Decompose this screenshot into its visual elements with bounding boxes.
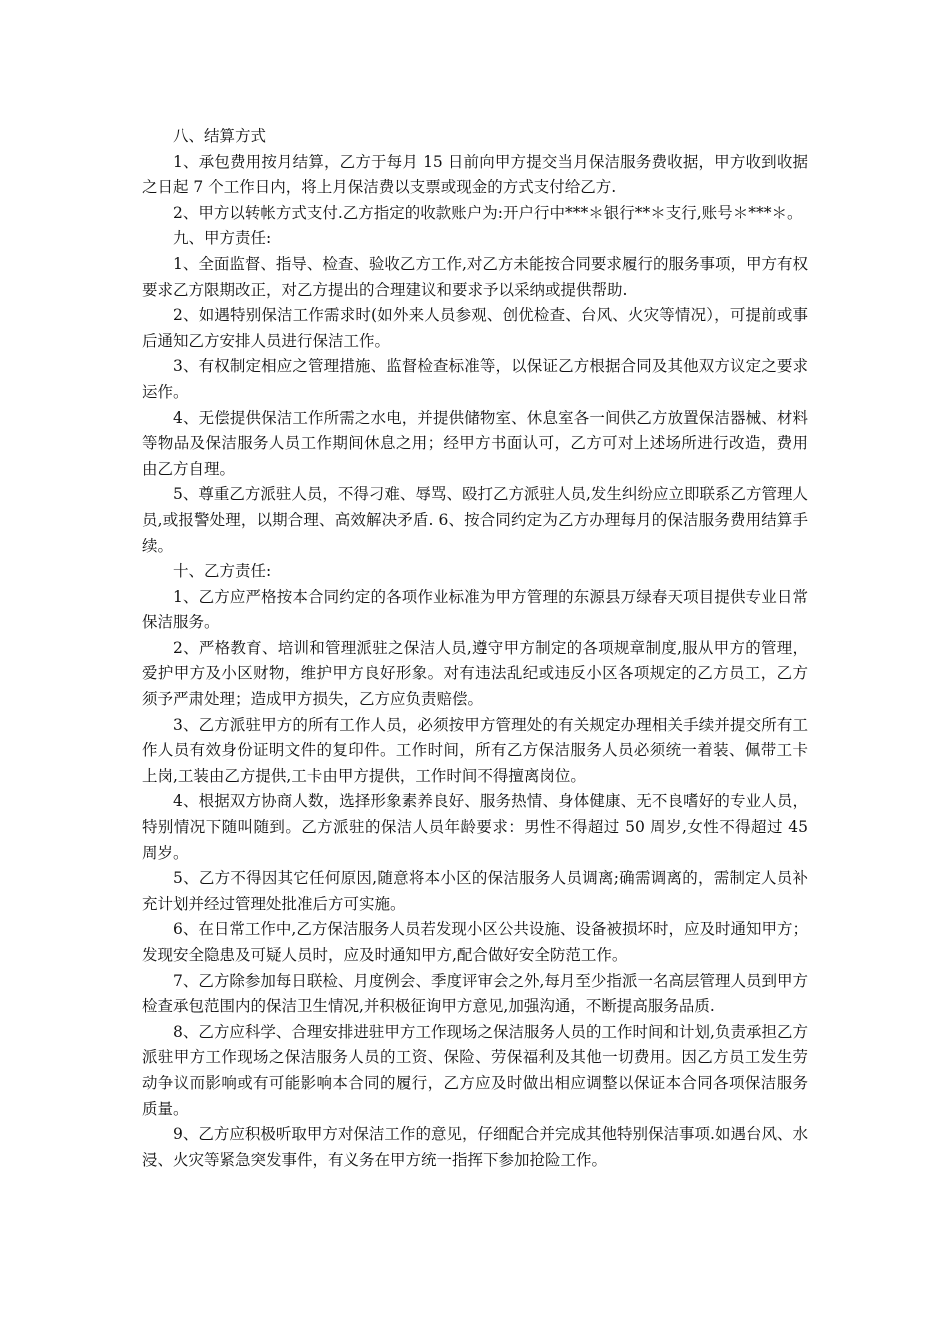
paragraph: 2、严格教育、培训和管理派驻之保洁人员,遵守甲方制定的各项规章制度,服从甲方的管理，爱护甲方及小区财物，维护甲方良好形象。对有违法乱纪或违反小区各项规定的乙方员工，乙方须予严肃处理；造成甲方损失，乙方应负责赔偿。	[142, 638, 808, 709]
paragraph: 6、在日常工作中,乙方保洁服务人员若发现小区公共设施、设备被损坏时，应及时通知甲方；发现安全隐患及可疑人员时，应及时通知甲方,配合做好安全防范工作。	[142, 920, 808, 964]
paragraph: 3、乙方派驻甲方的所有工作人员，必须按甲方管理处的有关规定办理相关手续并提交所有工作人员有效身份证明文件的复印件。工作时间，所有乙方保洁服务人员必须统一着装、佩带工卡上岗,工装由乙方提供,工卡由甲方提供，工作时间不得擅离岗位。	[142, 715, 808, 785]
paragraph: 4、无偿提供保洁工作所需之水电，并提供储物室、休息室各一间供乙方放置保洁器械、材料等物品及保洁服务人员工作期间休息之用；经甲方书面认可，乙方可对上述场所进行改造，费用由乙方自理。	[142, 408, 808, 478]
document-page	[142, 124, 808, 1173]
section-heading-party-a: 九、甲方责任:	[173, 229, 272, 248]
paragraph: 1、乙方应严格按本合同约定的各项作业标准为甲方管理的东源县万绿春天项目提供专业日常保洁服务。	[142, 587, 808, 632]
section-heading-party-b: 十、乙方责任:	[173, 562, 272, 581]
paragraph: 1、全面监督、指导、检查、验收乙方工作,对乙方未能按合同要求履行的服务事项，甲方有权要求乙方限期改正，对乙方提出的合理建议和要求予以采纳或提供帮助.	[142, 254, 808, 299]
paragraph: 2、甲方以转帐方式支付.乙方指定的收款账户为:开户行中***＊银行**＊支行,账号＊***＊。	[173, 203, 803, 222]
section-heading-settlement: 八、结算方式	[173, 127, 267, 145]
paragraph: 2、如遇特别保洁工作需求时(如外来人员参观、创优检查、台风、火灾等情况），可提前或事后通知乙方安排人员进行保洁工作。	[142, 306, 808, 350]
paragraph: 1、承包费用按月结算，乙方于每月 15 日前向甲方提交当月保洁服务费收据，甲方收到收据之日起 7 个工作日内，将上月保洁费以支票或现金的方式支付给乙方.	[142, 152, 808, 197]
paragraph: 9、乙方应积极听取甲方对保洁工作的意见，仔细配合并完成其他特别保洁事项.如遇台风、水浸、火灾等紧急突发事件，有义务在甲方统一指挥下参加抢险工作。	[142, 1125, 808, 1169]
paragraph: 4、根据双方协商人数，选择形象素养良好、服务热情、身体健康、无不良嗜好的专业人员，特别情况下随叫随到。乙方派驻的保洁人员年龄要求：男性不得超过 50 周岁,女性不得超过 45 周岁。	[142, 792, 808, 862]
paragraph: 3、有权制定相应之管理措施、监督检查标准等，以保证乙方根据合同及其他双方议定之要求运作。	[142, 357, 808, 401]
paragraph: 7、乙方除参加每日联检、月度例会、季度评审会之外,每月至少指派一名高层管理人员到甲方检查承包范围内的保洁卫生情况,并积极征询甲方意见,加强沟通，不断提高服务品质.	[142, 971, 808, 1016]
paragraph: 5、尊重乙方派驻人员，不得刁难、辱骂、殴打乙方派驻人员,发生纠纷应立即联系乙方管理人员,或报警处理，以期合理、高效解决矛盾. 6、按合同约定为乙方办理每月的保洁服务费用结算手续。	[142, 485, 808, 555]
paragraph: 8、乙方应科学、合理安排进驻甲方工作现场之保洁服务人员的工作时间和计划,负责承担乙方派驻甲方工作现场之保洁服务人员的工资、保险、劳保福利及其他一切费用。因乙方员工发生劳动争议而影响或有可能影响本合同的履行，乙方应及时做出相应调整以保证本合同各项保洁服务质量。	[142, 1022, 808, 1118]
paragraph: 5、乙方不得因其它任何原因,随意将本小区的保洁服务人员调离;确需调离的，需制定人员补充计划并经过管理处批准后方可实施。	[142, 869, 808, 913]
